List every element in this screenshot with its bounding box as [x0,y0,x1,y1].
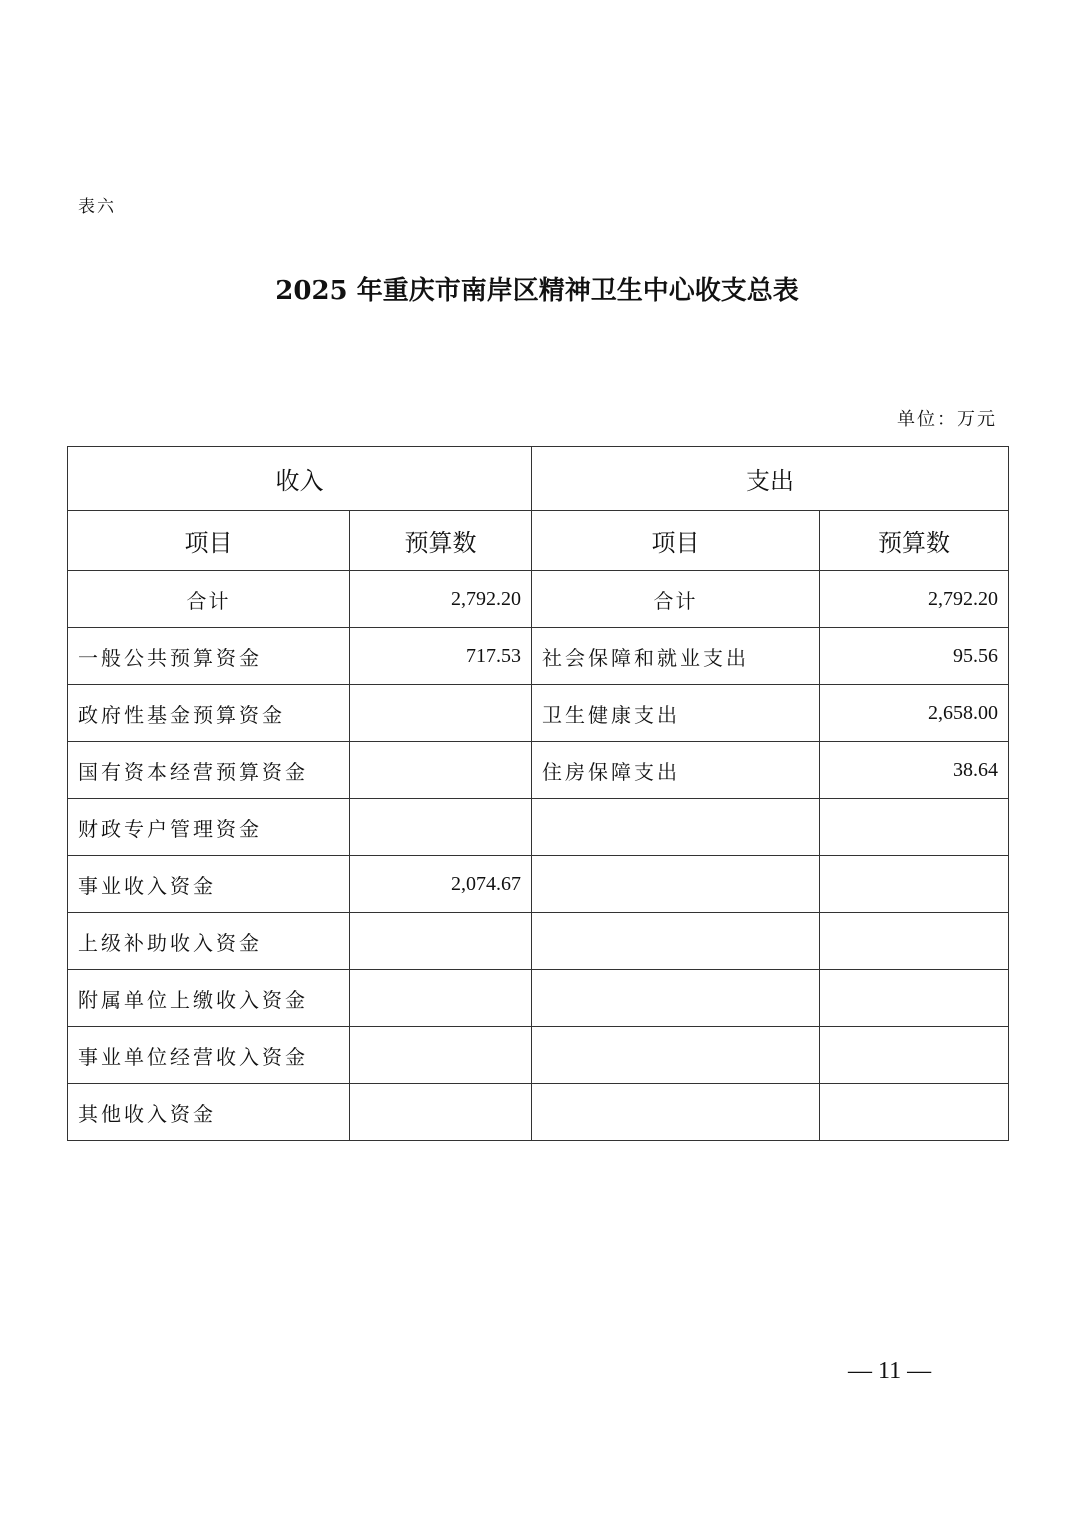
income-value-cell [350,799,532,856]
expense-value-cell [820,856,1009,913]
table-row [68,685,1009,742]
income-value-cell [350,970,532,1027]
expense-section-header: 支出 [532,447,1009,511]
expense-item-cell: 卫生健康支出 [532,685,820,742]
page-number: — 11 — [848,1358,932,1384]
income-item-cell: 国有资本经营预算资金 [68,742,350,799]
income-value-cell: 2,074.67 [350,856,532,913]
income-item-cell: 一般公共预算资金 [68,628,350,685]
income-item-cell: 附属单位上缴收入资金 [68,970,350,1027]
expense-item-cell [532,1084,820,1141]
income-item-cell: 上级补助收入资金 [68,913,350,970]
income-total-label: 合计 [68,571,350,628]
expense-item-cell: 住房保障支出 [532,742,820,799]
table-row [68,1027,1009,1084]
expense-item-cell: 社会保障和就业支出 [532,628,820,685]
table-row [68,1084,1009,1141]
income-item-cell: 其他收入资金 [68,1084,350,1141]
expense-value-cell [820,1084,1009,1141]
section-header-row [68,447,1009,511]
income-value-cell [350,1027,532,1084]
expense-value-cell [820,913,1009,970]
expense-value-cell: 38.64 [820,742,1009,799]
income-item-header: 项目 [68,511,350,571]
column-header-row [68,511,1009,571]
income-budget-header: 预算数 [350,511,532,571]
table-row [68,856,1009,913]
expense-total-value: 2,792.20 [820,571,1009,628]
income-value-cell [350,742,532,799]
page-title: 2025 年重庆市南岸区精神卫生中心收支总表 [275,276,799,306]
table-row [68,970,1009,1027]
income-total-value: 2,792.20 [350,571,532,628]
income-section-header: 收入 [68,447,532,511]
table-row [68,628,1009,685]
expense-value-cell [820,799,1009,856]
expense-total-label: 合计 [532,571,820,628]
expense-item-header: 项目 [532,511,820,571]
total-row [68,571,1009,628]
income-value-cell [350,913,532,970]
income-value-cell: 717.53 [350,628,532,685]
expense-item-cell [532,970,820,1027]
expense-item-cell [532,856,820,913]
table-label: 表六 [78,197,116,217]
expense-item-cell [532,799,820,856]
expense-value-cell [820,1027,1009,1084]
unit-label: 单位：万元 [897,409,997,430]
income-item-cell: 事业单位经营收入资金 [68,1027,350,1084]
income-item-cell: 政府性基金预算资金 [68,685,350,742]
income-value-cell [350,685,532,742]
table-row [68,799,1009,856]
table-row [68,913,1009,970]
expense-budget-header: 预算数 [820,511,1009,571]
expense-value-cell: 95.56 [820,628,1009,685]
expense-value-cell [820,970,1009,1027]
budget-table [67,446,1009,1141]
income-item-cell: 事业收入资金 [68,856,350,913]
expense-item-cell [532,1027,820,1084]
table-row [68,742,1009,799]
income-item-cell: 财政专户管理资金 [68,799,350,856]
income-value-cell [350,1084,532,1141]
expense-value-cell: 2,658.00 [820,685,1009,742]
expense-item-cell [532,913,820,970]
data-rows [68,628,1009,1141]
